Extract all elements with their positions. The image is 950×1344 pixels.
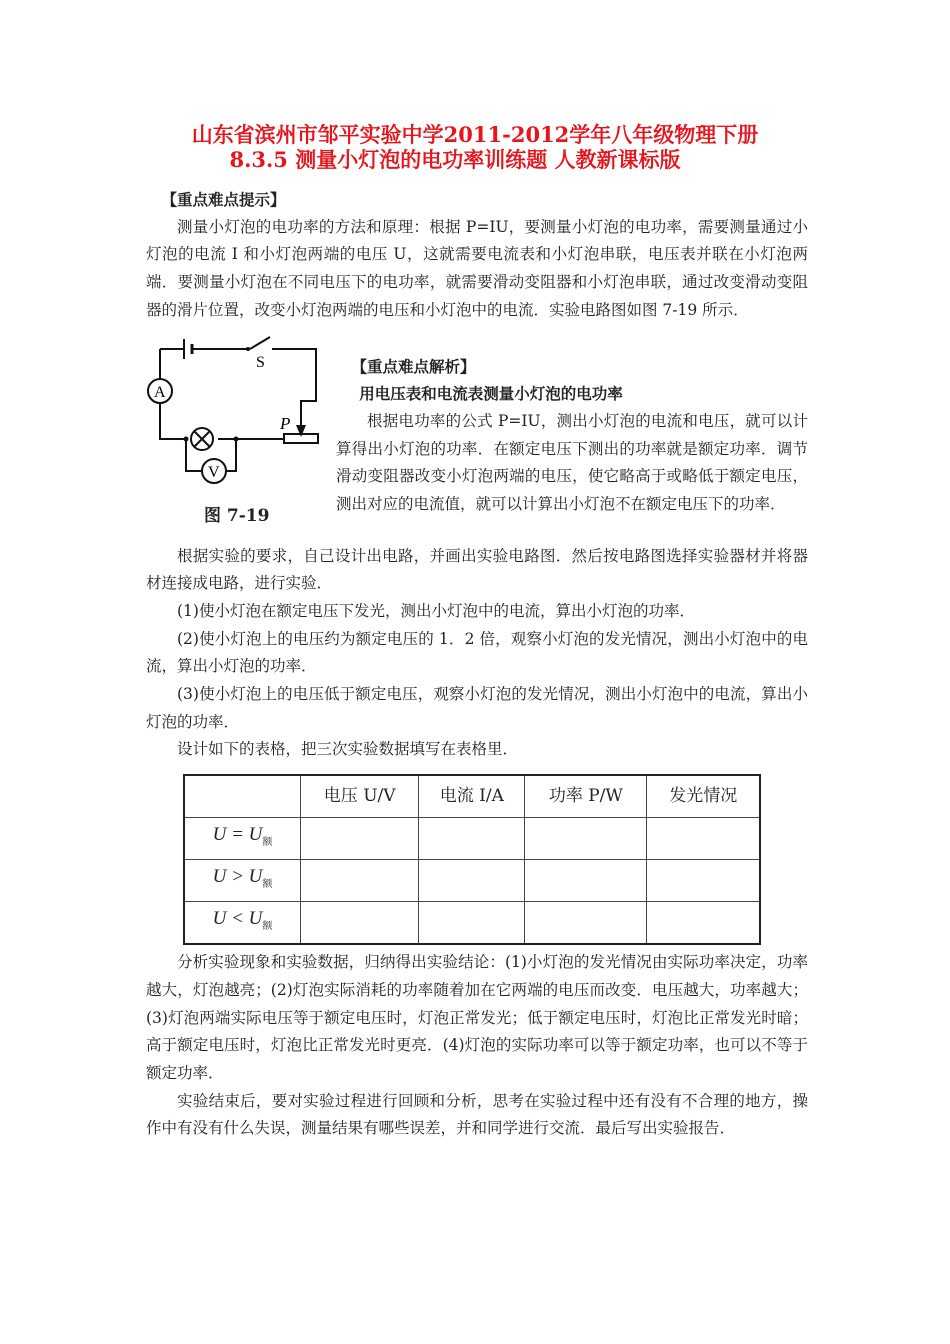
data-table — [183, 774, 761, 945]
table-row — [184, 818, 760, 860]
table-cell[interactable] — [301, 902, 419, 945]
table-header-current: 电流 I/A — [419, 775, 525, 818]
row-label: $U < U_额$ — [184, 902, 301, 945]
step-1: (1)使小灯泡在额定电压下发光，测出小灯泡中的电流，算出小灯泡的功率． — [177, 601, 695, 620]
paragraph-formula: 根据电功率的公式 P=IU，测出小灯泡的电流和电压，就可以计算得出小灯泡的功率．在额定电压下测出的功率就是额定功率．调节滑动变阻器改变小灯泡两端的电压，使它略高于或略低于额定电压，测出对应的电流值，就可以计算出小灯泡不在额定电压下的功率． — [336, 411, 808, 514]
table-header-empty — [184, 775, 301, 818]
table-header-power: 功率 P/W — [525, 775, 647, 818]
table-intro: 设计如下的表格，把三次实验数据填写在表格里． — [177, 740, 519, 759]
paragraph-design: 根据实验的要求，自己设计出电路，并画出实验电路图．然后按电路图选择实验器材并将器材连接成电路，进行实验． — [146, 546, 808, 593]
voltmeter-label: V — [208, 463, 220, 481]
table-cell[interactable] — [647, 902, 760, 945]
table-cell[interactable] — [647, 818, 760, 860]
ammeter-label: A — [154, 383, 166, 401]
section-heading-tips: 【重点难点提示】 — [161, 190, 286, 209]
table-header-voltage: 电压 U/V — [301, 775, 419, 818]
table-cell[interactable] — [419, 902, 525, 945]
step-2: (2)使小灯泡上的电压约为额定电压的 1．2 倍，观察小灯泡的发光情况，测出小灯泡中的电流，算出小灯泡的功率． — [146, 629, 808, 676]
step-3: (3)使小灯泡上的电压低于额定电压，观察小灯泡的发光情况，测出小灯泡中的电流，算出小灯泡的功率． — [146, 685, 808, 731]
circuit-figure — [146, 331, 336, 543]
table-cell[interactable] — [525, 902, 647, 945]
table-row — [184, 902, 760, 945]
table-cell[interactable] — [525, 860, 647, 902]
table-row — [184, 860, 760, 902]
paragraph-closing: 实验结束后，要对实验过程进行回顾和分析，思考在实验过程中还有没有不合理的地方，操作中有没有什么失误，测量结果有哪些误差，并和同学进行交流．最后写出实验报告． — [146, 1091, 808, 1138]
table-header-row — [184, 775, 760, 818]
document-body — [146, 186, 808, 1143]
paragraph-principle: 测量小灯泡的电功率的方法和原理：根据 P=IU，要测量小灯泡的电功率，需要测量通过小灯泡的电流 I 和小灯泡两端的电压 U，这就需要电流表和小灯泡串联，电压表并联在小灯泡两端．要测量小灯泡在不同电压下的电功率，就需要滑动变阻器和小灯泡串联，通过改变滑动变阻器的滑片位置，改变小灯泡两端的电压和小灯泡中的电流．实验电路图如图 7-19 所示． — [146, 217, 808, 319]
document-title — [0, 122, 950, 172]
table-cell[interactable] — [301, 860, 419, 902]
section-heading-analysis: 【重点难点解析】 — [351, 356, 476, 376]
table-header-brightness: 发光情况 — [647, 775, 760, 818]
table-cell[interactable] — [419, 818, 525, 860]
table-cell[interactable] — [525, 818, 647, 860]
title-line-1: 山东省滨州市邹平实验中学2011-2012学年八年级物理下册 — [191, 122, 759, 147]
section-subheading: 用电压表和电流表测量小灯泡的电功率 — [359, 384, 623, 404]
figure-caption: 图 7-19 — [204, 505, 270, 526]
row-label: $U = U_额$ — [184, 818, 301, 860]
circuit-diagram — [146, 331, 336, 501]
table-cell[interactable] — [301, 818, 419, 860]
row-label: $U > U_额$ — [184, 860, 301, 902]
slider-label: P — [280, 413, 291, 433]
table-cell[interactable] — [647, 860, 760, 902]
table-cell[interactable] — [419, 860, 525, 902]
paragraph-conclusion: 分析实验现象和实验数据，归纳得出实验结论：(1)小灯泡的发光情况由实际功率决定，功率越大，灯泡越亮；(2)灯泡实际消耗的功率随着加在它两端的电压而改变．电压越大，功率越大；(3)灯泡两端实际电压等于额定电压时，灯泡正常发光；低于额定电压时，灯泡比正常发光时暗；高于额定电压时，灯泡比正常发光时更亮．(4)灯泡的实际功率可以等于额定功率，也可以不等于额定功率． — [146, 953, 808, 1082]
switch-label: S — [256, 353, 265, 371]
title-line-2: 8.3.5 测量小灯泡的电功率训练题 人教新课标版 — [229, 147, 681, 172]
